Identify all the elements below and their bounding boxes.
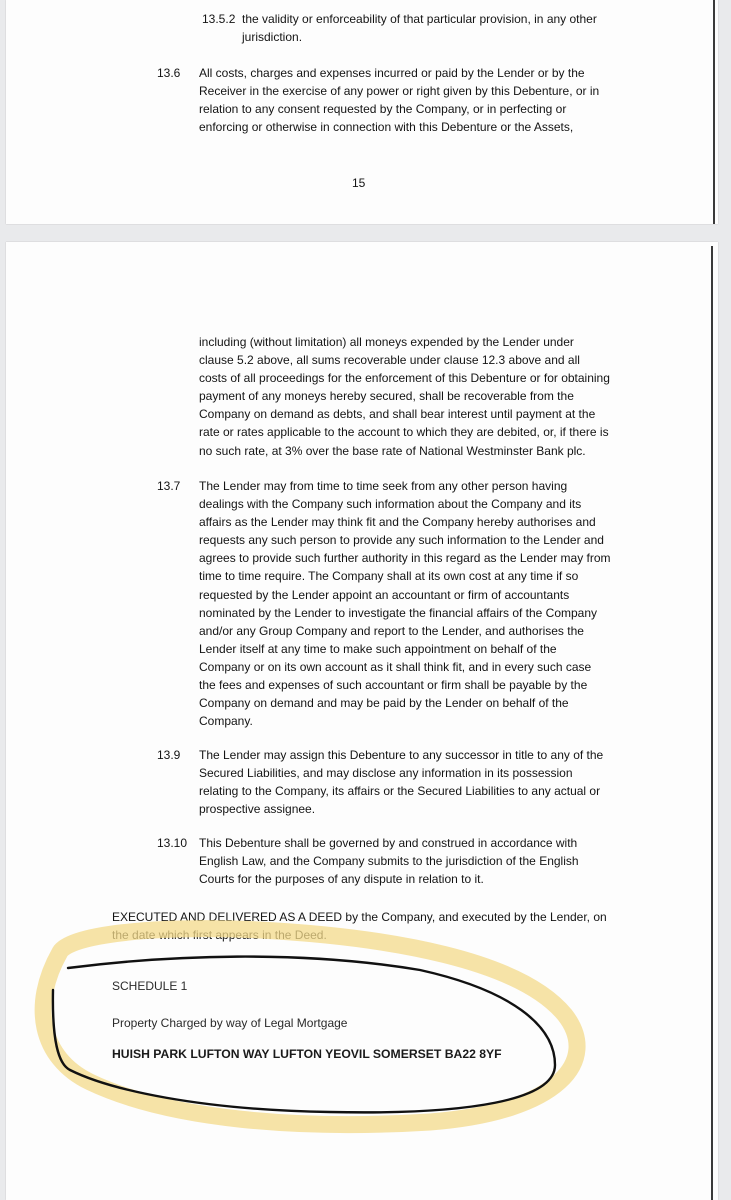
text-line: This Debenture shall be governed by and construed in accordance with (199, 836, 578, 850)
text-line: Company on demand as debts, and shall bear interest until payment at the (199, 407, 596, 422)
text-line: The Lender may assign this Debenture to any successor in title to any of the (199, 748, 604, 762)
text-line: relating to the Company, its affairs or the Secured Liabilities to any actual or (199, 784, 601, 799)
text-line: Company. (199, 714, 253, 729)
text-line: The Lender may from time to time seek from any other person having (199, 479, 568, 493)
text-line: Company on demand and may be paid by the Lender on behalf of the (199, 696, 569, 711)
schedule-heading: SCHEDULE 1 (112, 979, 188, 993)
clause-13-7-text (199, 477, 611, 730)
text-line: requested by the Lender appoint an accountant or firm of accountants (199, 587, 570, 602)
text-line: no such rate, at 3% over the base rate of National Westminster Bank plc. (199, 443, 586, 458)
schedule-subheading: Property Charged by way of Legal Mortgage (112, 1016, 348, 1030)
text-line: Courts for the purposes of any dispute in relation to it. (199, 872, 484, 887)
page-edge (713, 0, 715, 224)
text-line: Receiver in the exercise of any power or right given by this Debenture, or in (199, 84, 600, 99)
text-line: English Law, and the Company submits to the jurisdiction of the English (199, 854, 579, 869)
text-line: and/or any Group Company and report to the Lender, and authorises the (199, 623, 584, 638)
page-number: 15 (352, 176, 366, 190)
text-line: dealings with the Company such information about the Company and its (199, 497, 582, 512)
execution-clause (112, 908, 607, 944)
clause-13-5-2-text (242, 10, 597, 46)
text-line: costs of all proceedings for the enforcement of this Debenture or for obtaining (199, 371, 610, 386)
clause-13-10-text (199, 834, 579, 888)
text-line: clause 5.2 above, all sums recoverable under clause 12.3 above and all (199, 353, 580, 368)
text-line: All costs, charges and expenses incurred or paid by the Lender or by the (199, 66, 585, 80)
clause-number-13-10: 13.10 (157, 836, 188, 850)
text-line: time to time require. The Company shall at its own cost at any time if so (199, 569, 579, 584)
clause-13-9-text (199, 746, 603, 818)
text-line: the validity or enforceability of that particular provision, in any other (242, 12, 597, 26)
clause-number-13-9: 13.9 (157, 748, 181, 762)
text-line: payment of any moneys hereby secured, shall be recoverable from the (199, 389, 574, 404)
text-line: requests any such person to provide any such information to the Lender and (199, 533, 604, 548)
text-line: agrees to provide such further authority in this regard as the Lender may from (199, 551, 611, 566)
text-line: relation to any consent requested by the Company, or in perfecting or (199, 102, 567, 117)
clause-13-6-continuation (199, 333, 610, 460)
text-line: Lender itself at any time to make such appointment on behalf of the (199, 641, 557, 656)
text-line: affairs as the Lender may think fit and the Company hereby authorises and (199, 515, 596, 530)
text-line: the date which first appears in the Deed. (112, 928, 327, 943)
clause-13-6-text (199, 64, 599, 136)
text-line: jurisdiction. (242, 30, 303, 45)
text-line: Secured Liabilities, and may disclose any information in its possession (199, 766, 573, 781)
text-line: EXECUTED AND DELIVERED AS A DEED by the Company, and executed by the Lender, on (112, 910, 607, 924)
clause-number-13-6: 13.6 (157, 66, 181, 80)
text-line: nominated by the Lender to investigate the financial affairs of the Company (199, 605, 598, 620)
text-line: enforcing or otherwise in connection with this Debenture or the Assets, (199, 120, 574, 135)
clause-number-13-5-2: 13.5.2 (202, 12, 236, 26)
charged-property-address: HUISH PARK LUFTON WAY LUFTON YEOVIL SOMERSET BA22 8YF (112, 1047, 502, 1061)
text-line: the fees and expenses of such accountant or firm shall be payable by the (199, 678, 588, 693)
clause-number-13-7: 13.7 (157, 479, 181, 493)
text-line: including (without limitation) all moneys expended by the Lender under (199, 335, 574, 349)
text-line: prospective assignee. (199, 802, 316, 817)
page-edge (711, 246, 713, 1200)
text-line: Company or on its own account as it shall think fit, and in every such case (199, 659, 592, 674)
text-line: rate or rates applicable to the account to which they are debited, or, if there is (199, 425, 609, 440)
